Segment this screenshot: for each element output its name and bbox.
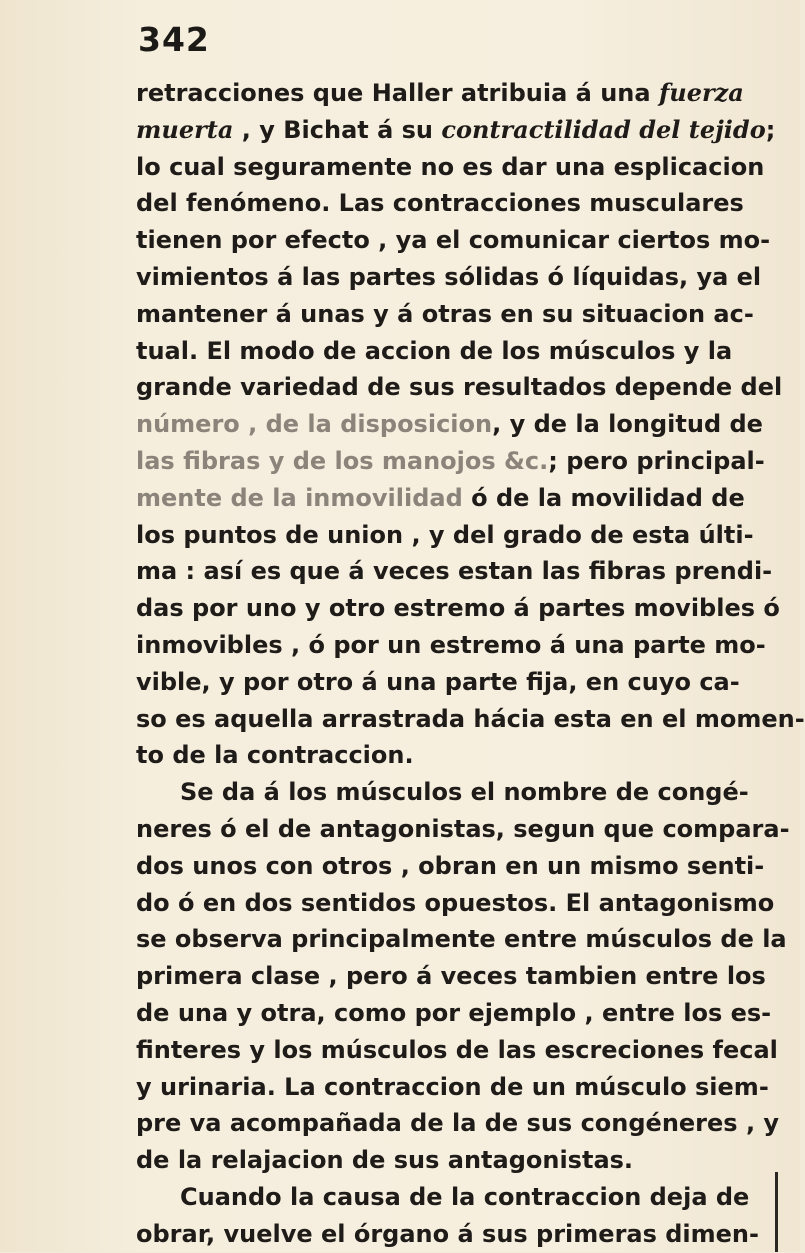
text-segment: , y de la longitud de (492, 410, 763, 439)
text-segment: de una y otra, como por ejemplo , entre los es- (136, 998, 772, 1027)
text-line (136, 112, 776, 149)
text-segment: Cuando la causa de la contraccion deja de (180, 1182, 750, 1211)
text-line (136, 590, 780, 627)
text-line (136, 1069, 769, 1106)
text-segment: inmovibles , ó por un estremo á una parte mo- (136, 630, 766, 659)
text-segment: pre va acompañada de la de sus congéneres , y (136, 1109, 780, 1138)
text-segment: ; (765, 115, 776, 144)
text-line (136, 443, 765, 480)
text-line (136, 1216, 759, 1253)
text-segment: mente de la inmovilidad (136, 483, 463, 512)
text-line (136, 149, 765, 186)
text-segment: so es aquella arrastrada hácia esta en el momen- (136, 704, 805, 733)
text-line (136, 406, 763, 443)
text-line (136, 75, 744, 112)
text-segment: to de la contraccion. (136, 741, 414, 770)
text-segment: do ó en dos sentidos opuestos. El antagonismo (136, 888, 775, 917)
text-segment: retracciones que Haller atribuia á una (136, 79, 659, 107)
italic-phrase: contractilidad del tejido (441, 114, 766, 144)
text-segment: dos unos con otros , obran en un mismo senti- (136, 851, 765, 880)
text-segment: grande variedad de sus resultados depende del (136, 373, 783, 402)
text-line (136, 480, 745, 517)
text-segment: del fenómeno. Las contracciones musculares (136, 189, 744, 218)
text-segment: finteres y los músculos de las escreciones fecal (136, 1035, 778, 1064)
text-line (136, 296, 754, 333)
text-segment: vimientos á las partes sólidas ó líquidas, ya el (136, 262, 762, 291)
page-number: 342 (138, 20, 210, 59)
text-line (136, 774, 749, 811)
text-line (136, 811, 790, 848)
text-segment: ; pero principal- (548, 446, 765, 475)
text-line (136, 553, 773, 590)
text-segment: tual. El modo de accion de los músculos y la (136, 336, 733, 365)
body-text (136, 75, 805, 1253)
text-line (136, 333, 732, 370)
text-segment: vible, y por otro á una parte fija, en cuyo ca- (136, 667, 740, 696)
text-line (136, 701, 805, 738)
page-edge-shadow (775, 1172, 778, 1252)
text-line (136, 369, 783, 406)
text-segment: número , de la disposicion (136, 410, 493, 439)
text-line (136, 958, 766, 995)
text-segment: Se da á los músculos el nombre de congé- (180, 778, 749, 807)
text-line (136, 185, 744, 222)
text-line (136, 737, 732, 774)
text-segment: de la relajacion de sus antagonistas. (136, 1146, 634, 1175)
text-line (136, 848, 765, 885)
text-line (136, 1142, 732, 1179)
text-segment: primera clase , pero á veces tambien entre los (136, 962, 766, 991)
italic-phrase: muerta (136, 114, 234, 144)
text-line (136, 1179, 750, 1216)
text-segment: y urinaria. La contraccion de un músculo siem- (136, 1072, 769, 1101)
text-line (136, 1032, 778, 1069)
text-segment: ma : así es que á veces estan las fibras prendi- (136, 557, 773, 586)
text-segment: lo cual seguramente no es dar una esplicacion (136, 152, 765, 181)
text-segment: tienen por efecto , ya el comunicar ciertos mo- (136, 226, 771, 255)
text-segment: , y Bichat á su (233, 115, 442, 144)
text-segment: neres ó el de antagonistas, segun que compara- (136, 814, 790, 843)
text-line (136, 664, 740, 701)
text-line (136, 517, 754, 554)
text-line (136, 885, 775, 922)
text-segment: los puntos de union , y del grado de esta últi- (136, 520, 754, 549)
text-line (136, 627, 766, 664)
text-line (136, 259, 762, 296)
italic-phrase: fuerza (658, 78, 744, 107)
text-line (136, 995, 772, 1032)
text-segment: las fibras y de los manojos &c. (136, 446, 549, 475)
text-segment: ó de la movilidad de (462, 483, 745, 512)
text-segment: das por uno y otro estremo á partes movibles ó (136, 594, 780, 623)
text-segment: mantener á unas y á otras en su situacion ac- (136, 299, 754, 328)
text-segment: obrar, vuelve el órgano á sus primeras dimen- (136, 1219, 759, 1248)
text-line (136, 222, 771, 259)
text-segment: se observa principalmente entre músculos de la (136, 925, 787, 954)
text-line (136, 921, 787, 958)
text-line (136, 1105, 780, 1142)
